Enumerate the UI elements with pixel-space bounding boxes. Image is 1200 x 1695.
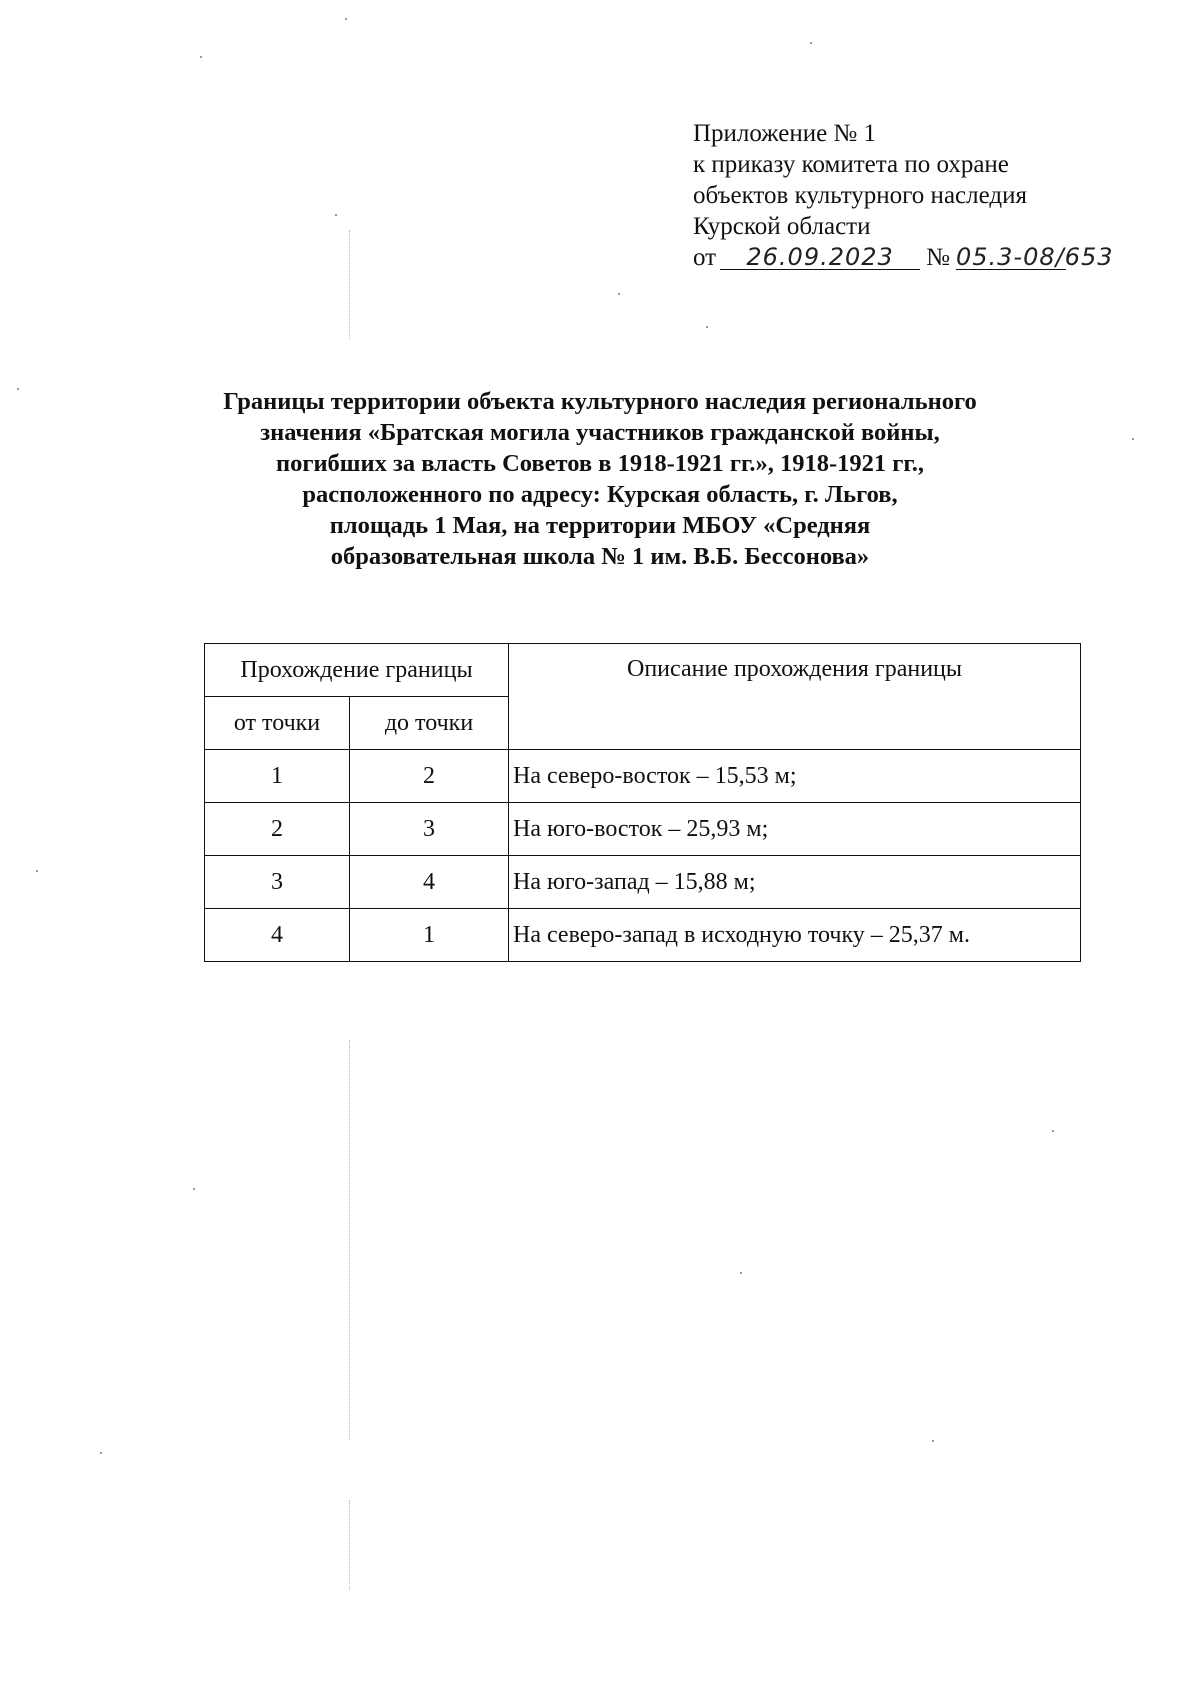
table-row bbox=[205, 750, 1081, 803]
order-date-number-line bbox=[693, 242, 1114, 273]
scan-speck bbox=[932, 1440, 934, 1442]
title-line: погибших за власть Советов в 1918-1921 гг.», 1918-1921 гг., bbox=[275, 450, 925, 477]
scan-artifact-dots bbox=[349, 1500, 352, 1590]
scan-speck bbox=[100, 1452, 102, 1454]
title-line: образовательная школа № 1 им. В.Б. Бессонова» bbox=[330, 543, 870, 570]
cell-to: 4 bbox=[350, 856, 509, 909]
table-row bbox=[205, 909, 1081, 962]
title-line: значения «Братская могила участников гражданской войны, bbox=[260, 419, 940, 446]
cell-description: На северо-восток – 15,53 м; bbox=[509, 750, 1081, 803]
header-description: Описание прохождения границы bbox=[509, 644, 1081, 750]
title-line: Границы территории объекта культурного наследия регионального bbox=[223, 388, 977, 415]
table-row bbox=[205, 803, 1081, 856]
scan-speck bbox=[1132, 438, 1134, 440]
scan-speck bbox=[1052, 1130, 1054, 1132]
cell-to: 1 bbox=[350, 909, 509, 962]
appendix-block bbox=[693, 118, 1114, 273]
scan-artifact-dots bbox=[349, 1040, 352, 1440]
header-from: от точки bbox=[205, 697, 350, 750]
cell-to: 3 bbox=[350, 803, 509, 856]
scan-speck bbox=[345, 18, 347, 20]
cell-description: На юго-восток – 25,93 м; bbox=[509, 803, 1081, 856]
appendix-line: к приказу комитета по охране bbox=[693, 151, 1009, 178]
scan-speck bbox=[618, 293, 620, 295]
document-title bbox=[130, 386, 1070, 572]
appendix-line: Приложение № 1 bbox=[693, 120, 877, 147]
scan-speck bbox=[706, 326, 708, 328]
cell-description: На юго-запад – 15,88 м; bbox=[509, 856, 1081, 909]
scan-speck bbox=[200, 56, 202, 58]
scan-speck bbox=[810, 42, 812, 44]
table-row bbox=[205, 856, 1081, 909]
cell-from: 4 bbox=[205, 909, 350, 962]
scan-speck bbox=[740, 1272, 742, 1274]
table-header-row bbox=[205, 644, 1081, 697]
number-prefix: № bbox=[926, 244, 950, 271]
cell-to: 2 bbox=[350, 750, 509, 803]
scan-speck bbox=[36, 870, 38, 872]
cell-from: 3 bbox=[205, 856, 350, 909]
scan-speck bbox=[193, 1188, 195, 1190]
title-line: расположенного по адресу: Курская область, г. Льгов, bbox=[302, 481, 898, 508]
boundary-table bbox=[204, 643, 1081, 962]
cell-from: 1 bbox=[205, 750, 350, 803]
header-passage: Прохождение границы bbox=[205, 644, 509, 697]
date-prefix: от bbox=[693, 244, 717, 271]
appendix-line: Курской области bbox=[693, 213, 871, 240]
title-line: площадь 1 Мая, на территории МБОУ «Средняя bbox=[329, 512, 871, 539]
scan-artifact-dots bbox=[349, 230, 352, 340]
cell-from: 2 bbox=[205, 803, 350, 856]
cell-description: На северо-запад в исходную точку – 25,37 м. bbox=[509, 909, 1081, 962]
scan-speck bbox=[335, 214, 337, 216]
appendix-line: объектов культурного наследия bbox=[693, 182, 1027, 209]
scan-speck bbox=[17, 388, 19, 390]
header-to: до точки bbox=[350, 697, 509, 750]
handwritten-order-number: 05.3-08/653 bbox=[955, 243, 1114, 271]
handwritten-date: 26.09.2023 bbox=[720, 245, 920, 270]
